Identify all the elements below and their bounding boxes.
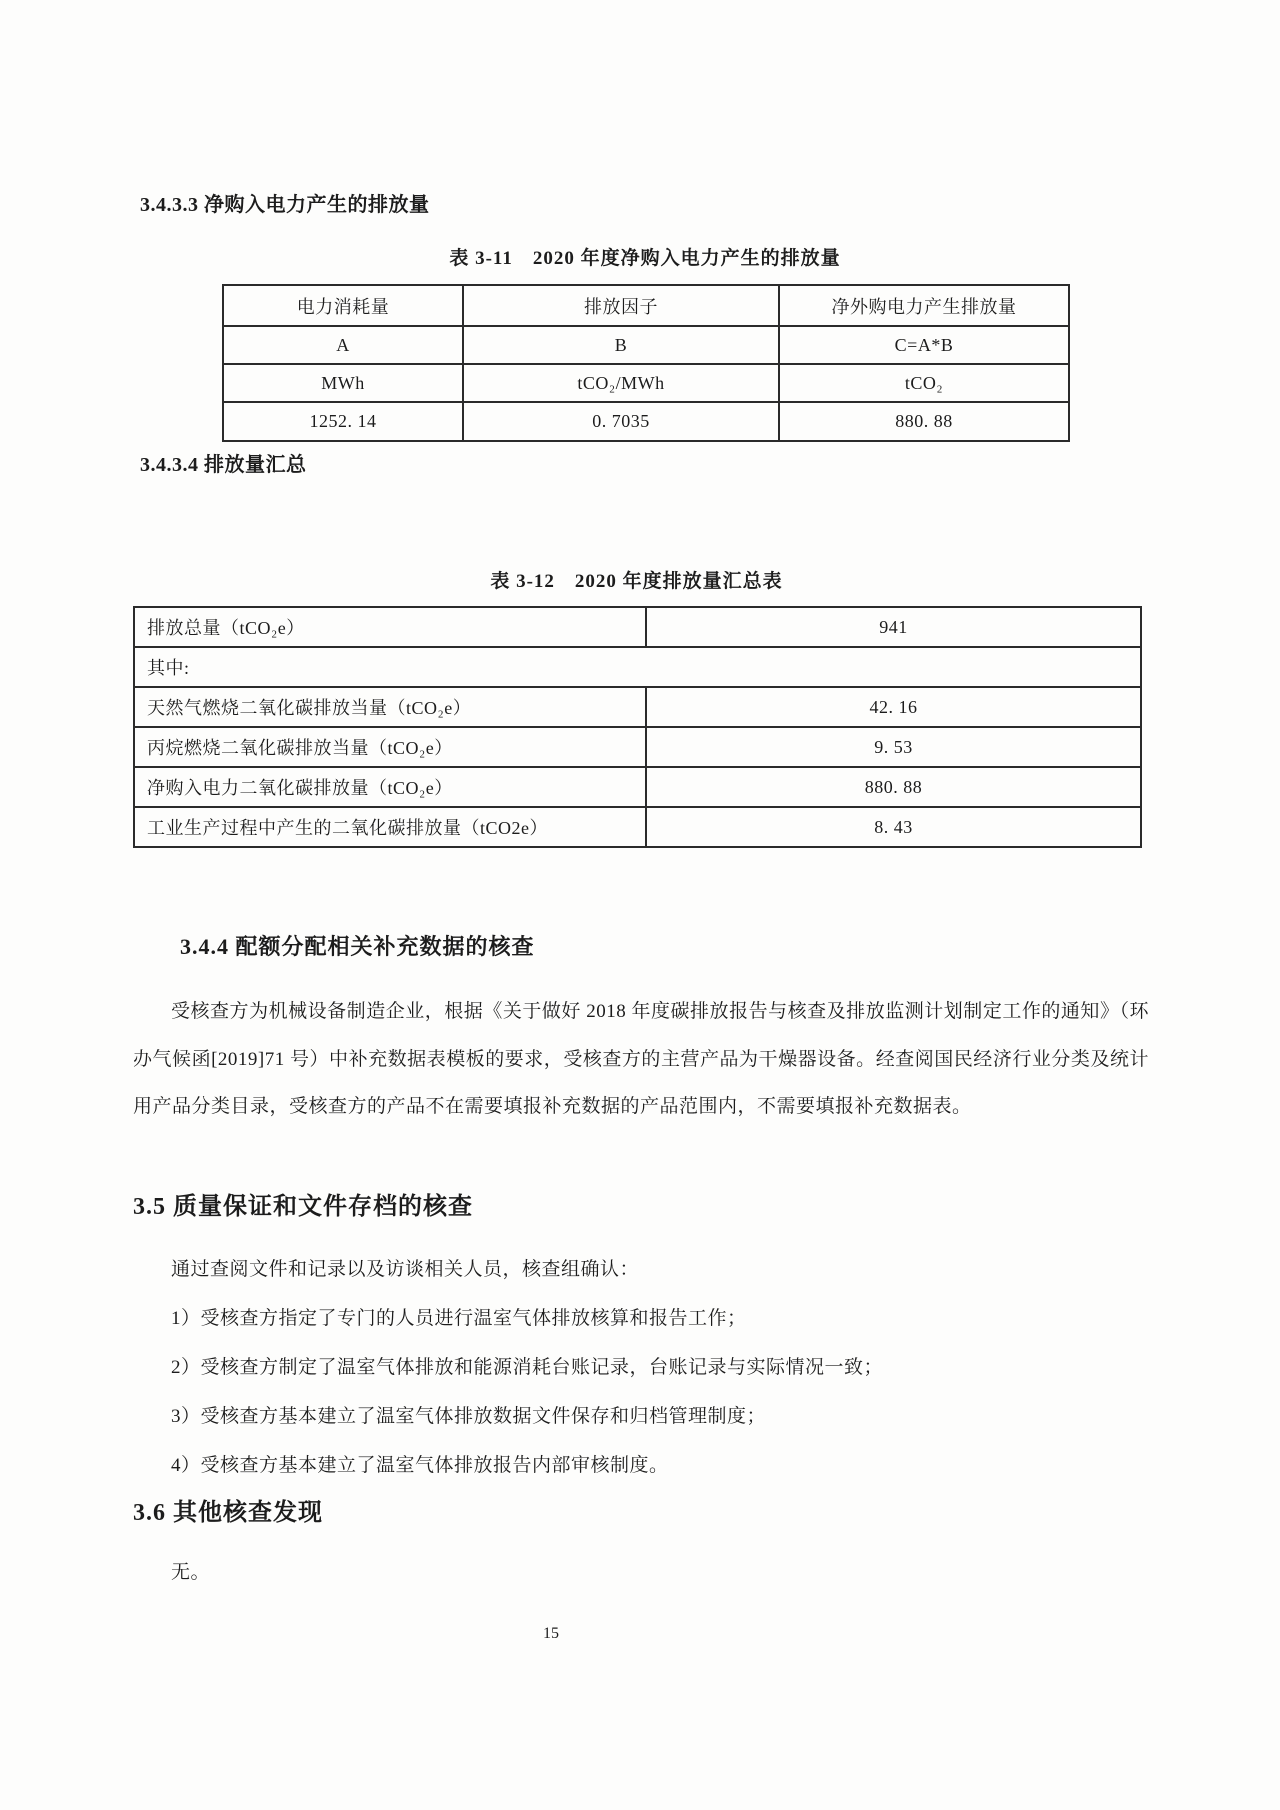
table-row [223, 402, 1069, 441]
table-row [223, 326, 1069, 364]
section-3-5-body [133, 1245, 1163, 1490]
t12-label-industrial: 工业生产过程中产生的二氧化碳排放量（tCO2e） [134, 807, 646, 847]
table-3-12 [133, 606, 1142, 848]
t11-value-emission: 880. 88 [779, 402, 1069, 441]
list-item-2: 2）受核查方制定了温室气体排放和能源消耗台账记录，台账记录与实际情况一致； [171, 1357, 884, 1378]
t12-label-total: 排放总量（tCO₂e） [134, 607, 646, 647]
heading-3-4-4: 3.4.4 配额分配相关补充数据的核查 [180, 934, 535, 959]
t11-value-power: 1252. 14 [223, 402, 463, 441]
table-row [134, 687, 1141, 727]
t11-symbol-a: A [223, 326, 463, 364]
t12-value-propane: 9. 53 [646, 727, 1141, 767]
heading-3-5: 3.5 质量保证和文件存档的核查 [133, 1194, 473, 1220]
list-item-3: 3）受核查方基本建立了温室气体排放数据文件保存和归档管理制度； [171, 1406, 767, 1427]
heading-3-6: 3.6 其他核查发现 [133, 1500, 323, 1526]
heading-3-4-3-3: 3.4.3.3 净购入电力产生的排放量 [140, 194, 430, 216]
table-row [223, 285, 1069, 326]
list-item-1: 1）受核查方指定了专门的人员进行温室气体排放核算和报告工作； [171, 1308, 747, 1329]
table-row [134, 727, 1141, 767]
t11-header-factor: 排放因子 [463, 285, 779, 326]
table-row [134, 607, 1141, 647]
t12-value-total: 941 [646, 607, 1141, 647]
t11-value-factor: 0. 7035 [463, 402, 779, 441]
t12-value-natural-gas: 42. 16 [646, 687, 1141, 727]
t11-unit-tco2: tCO₂ [779, 364, 1069, 402]
t11-header-emission: 净外购电力产生排放量 [779, 285, 1069, 326]
table-3-12-caption: 表 3-12 2020 年度排放量汇总表 [490, 571, 783, 592]
table-3-11 [222, 284, 1070, 442]
t11-unit-mwh: MWh [223, 364, 463, 402]
t12-label-natural-gas: 天然气燃烧二氧化碳排放当量（tCO₂e） [134, 687, 646, 727]
table-row [223, 364, 1069, 402]
paragraph-3-4-4: 受核查方为机械设备制造企业，根据《关于做好 2018 年度碳排放报告与核查及排放监测计划制定工作的通知》（环办气候函[2019]71 号）中补充数据表模板的要求，受核查方的主营产品为干燥器设备。经查阅国民经济行业分类及统计用产品分类目录，受核查方的产品不在需要填报补充数据的产品范围内，不需要填报补充数据表。 [133, 1001, 1149, 1117]
table-row [134, 647, 1141, 687]
section-3-6-body: 无。 [171, 1562, 211, 1583]
page-number: 15 [543, 1625, 559, 1642]
list-item-4: 4）受核查方基本建立了温室气体排放报告内部审核制度。 [171, 1455, 669, 1476]
t12-label-among: 其中: [134, 647, 1141, 687]
t12-value-electricity: 880. 88 [646, 767, 1141, 807]
t11-symbol-c: C=A*B [779, 326, 1069, 364]
t11-symbol-b: B [463, 326, 779, 364]
t12-label-propane: 丙烷燃烧二氧化碳排放当量（tCO₂e） [134, 727, 646, 767]
t11-unit-factor: tCO₂/MWh [463, 364, 779, 402]
section-3-5-intro: 通过查阅文件和记录以及访谈相关人员，核查组确认： [171, 1259, 640, 1280]
t11-header-power: 电力消耗量 [223, 285, 463, 326]
table-row [134, 807, 1141, 847]
t12-label-electricity: 净购入电力二氧化碳排放量（tCO₂e） [134, 767, 646, 807]
table-3-11-caption: 表 3-11 2020 年度净购入电力产生的排放量 [449, 248, 841, 269]
table-row [134, 767, 1141, 807]
t12-value-industrial: 8. 43 [646, 807, 1141, 847]
heading-3-4-3-4: 3.4.3.4 排放量汇总 [140, 454, 307, 476]
